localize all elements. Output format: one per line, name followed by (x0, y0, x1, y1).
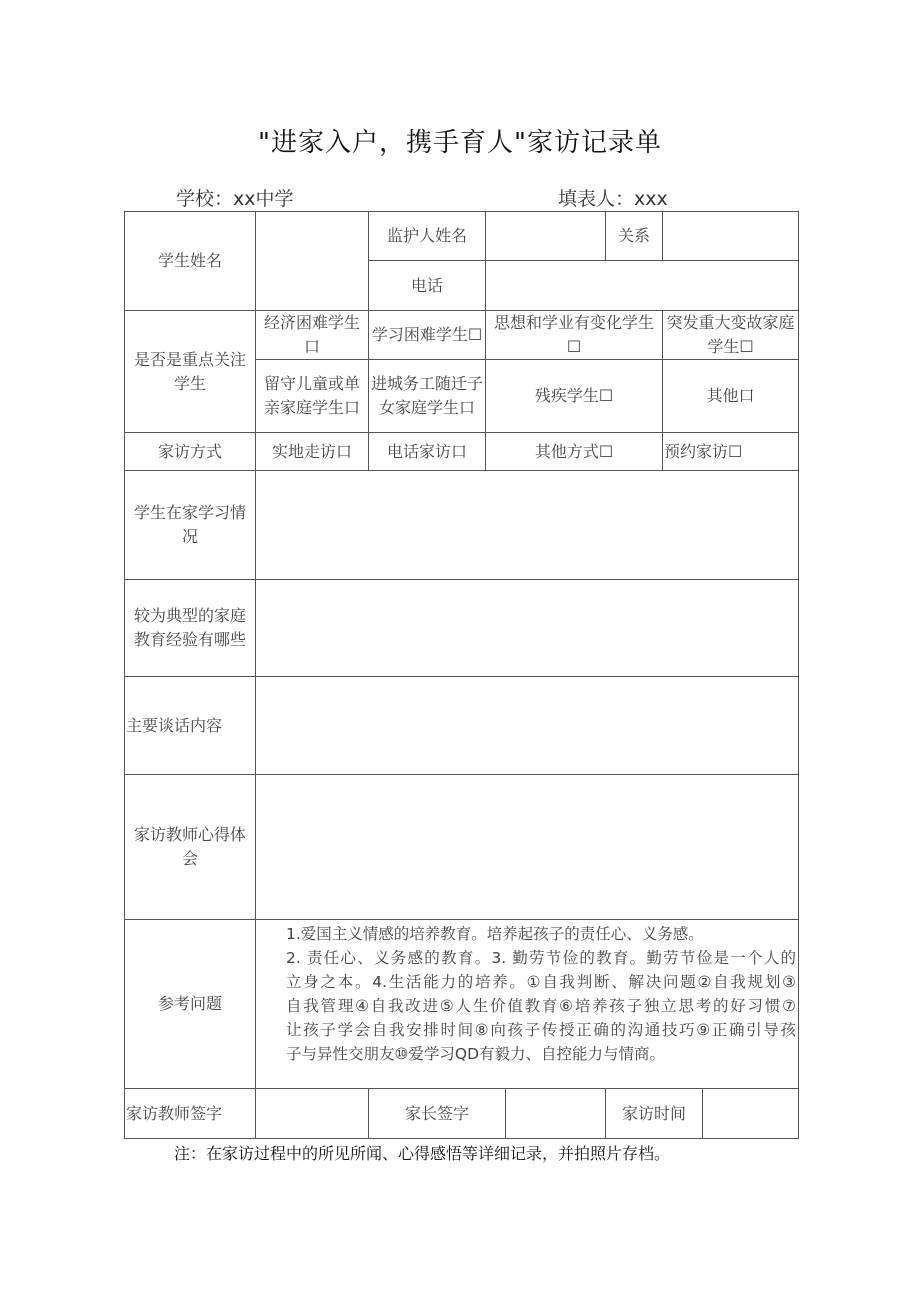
family-experience-field[interactable] (256, 580, 799, 677)
student-name-field[interactable] (256, 212, 369, 311)
study-at-home-label: 学生在家学习情况 (125, 471, 256, 580)
parent-sign-label: 家长签字 (369, 1089, 506, 1138)
reference-line: 自我管理④自我改进⑤人生价值教育⑥培养孩子独立思考的好习惯⑦ (286, 997, 796, 1015)
guardian-name-label: 监护人姓名 (369, 212, 486, 261)
teacher-sign-label: 家访教师签字 (125, 1089, 256, 1139)
focus-option-disabled[interactable]: 残疾学生☐ (486, 360, 663, 433)
relation-field[interactable] (663, 212, 799, 261)
parent-sign-field[interactable] (506, 1089, 605, 1138)
phone-field[interactable] (486, 261, 799, 311)
visit-time-cell (606, 1089, 799, 1139)
reference-line: 立身之本。4.生活能力的培养。①自我判断、解决问题②自我规划③ (286, 973, 796, 991)
reference-line: 1.爱国主义情感的培养教育。培养起孩子的责任心、义务感。 (286, 925, 704, 943)
study-at-home-field[interactable] (256, 471, 799, 580)
reference-line: 2. 责任心、义务感的教育。3. 勤劳节俭的教育。勤劳节俭是一个人的 (286, 949, 796, 967)
focus-option-thought[interactable]: 思想和学业有变化学生☐ (486, 311, 663, 360)
visit-time-label: 家访时间 (606, 1089, 703, 1138)
reference-line: 让孩子学会自我安排时间⑧向孩子传授正确的沟通技巧⑨正确引导孩 (286, 1021, 796, 1039)
home-visit-form-table (124, 211, 799, 1139)
filler-label: 填表人：xxx (558, 188, 668, 210)
reference-line: 子与异性交朋友⑩爱学习QD有毅力、自控能力与情商。 (286, 1045, 666, 1063)
teacher-sign-field[interactable] (256, 1089, 369, 1139)
relation-label: 关系 (606, 212, 663, 261)
focus-student-label: 是否是重点关注学生 (125, 311, 256, 433)
phone-label: 电话 (369, 261, 486, 311)
guardian-name-field[interactable] (486, 212, 606, 261)
main-talk-field[interactable] (256, 677, 799, 775)
focus-option-economic[interactable]: 经济困难学生口 (256, 311, 369, 360)
visit-method-onsite[interactable]: 实地走访口 (256, 433, 369, 471)
footnote: 注：在家访过程中的所见所闻、心得感悟等详细记录，并拍照片存档。 (174, 1144, 671, 1163)
focus-option-left-behind[interactable]: 留守儿童或单亲家庭学生口 (256, 360, 369, 433)
focus-option-study[interactable]: 学习困难学生☐ (369, 311, 486, 360)
visit-time-field[interactable] (703, 1089, 798, 1138)
focus-option-migrant[interactable]: 进城务工随迁子女家庭学生口 (369, 360, 486, 433)
page-title: "进家入户，携手育人"家访记录单 (258, 128, 662, 158)
visit-method-appointment[interactable]: 预约家访☐ (663, 433, 799, 471)
visit-method-phone[interactable]: 电话家访口 (369, 433, 486, 471)
parent-sign-cell (369, 1089, 606, 1139)
visit-method-label: 家访方式 (125, 433, 256, 471)
school-label: 学校：xx中学 (176, 188, 294, 210)
focus-option-family-change[interactable]: 突发重大变故家庭学生☐ (663, 311, 799, 360)
focus-option-other[interactable]: 其他口 (663, 360, 799, 433)
family-experience-label: 较为典型的家庭教育经验有哪些 (125, 580, 256, 677)
main-talk-label: 主要谈话内容 (125, 677, 256, 775)
student-name-label: 学生姓名 (125, 212, 256, 311)
teacher-reflection-label: 家访教师心得体会 (125, 775, 256, 920)
teacher-reflection-field[interactable] (256, 775, 799, 920)
reference-questions-text (256, 920, 799, 1089)
reference-questions-label: 参考问题 (125, 920, 256, 1089)
visit-method-other[interactable]: 其他方式☐ (486, 433, 663, 471)
